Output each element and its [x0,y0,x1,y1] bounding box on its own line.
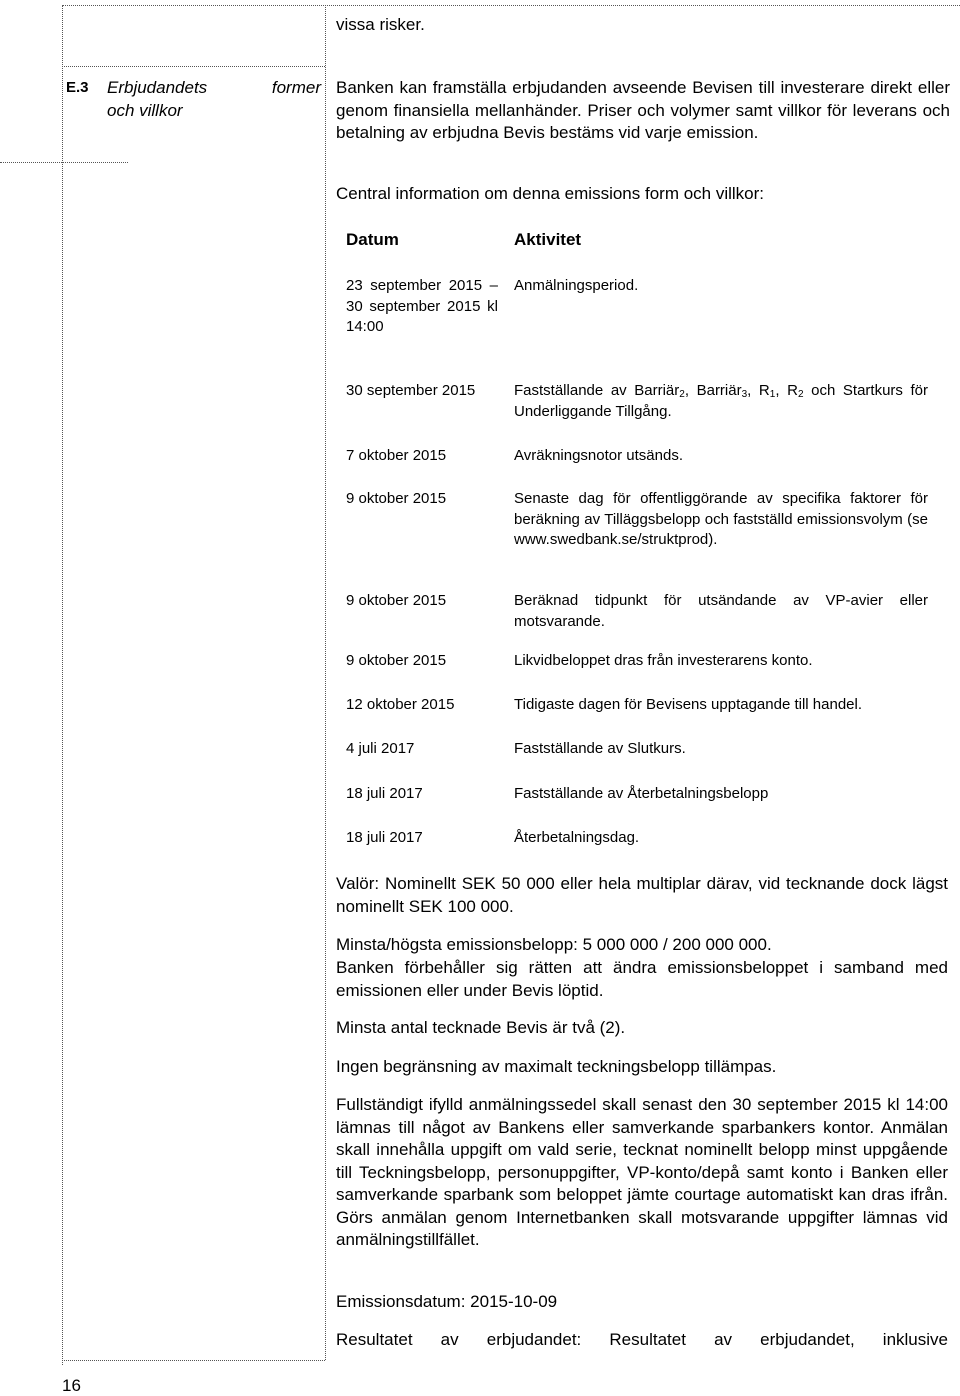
section-title-line2: och villkor [107,100,183,120]
section-title-word1: Erbjudandets [107,78,208,97]
schedule-date: 18 juli 2017 [346,829,423,846]
title-underline [0,162,128,163]
schedule-activity: Senaste dag för offentliggörande av specifika faktorer för beräkning av Tilläggsbelopp och fastställd emissionsvolym (se www.swedbank.se/struktprod). [514,490,928,548]
section-row-separator [62,66,325,67]
schedule-date: 9 oktober 2015 [346,490,447,507]
schedule-date: 12 oktober 2015 [346,696,455,713]
schedule-activity [514,381,928,422]
activity-text: och Startkurs för Underliggande Tillgång. [514,382,929,420]
schedule-activity: Beräknad tidpunkt för utsändande av VP-avier eller motsvarande. [514,592,928,630]
column-divider-left [62,5,63,1365]
page-number: 16 [62,1376,81,1395]
schedule-activity: Fastställande av Återbetalningsbelopp [514,785,769,802]
subscript: 3 [741,389,748,400]
activity-text: , R [747,382,770,399]
schedule-header-date: Datum [346,230,399,249]
reserve-paragraph: Banken förbehåller sig rätten att ändra emissionsbeloppet i samband med emissionen eller under Bevis löptid. [336,958,948,1000]
schedule-activity: Fastställande av Slutkurs. [514,740,686,757]
subscript: 2 [797,389,804,400]
schedule-date: 9 oktober 2015 [346,592,447,609]
subscript: 1 [769,389,776,400]
schedule-activity: Avräkningsnotor utsänds. [514,447,683,464]
schedule-activity: Anmälningsperiod. [514,277,639,294]
central-info-heading: Central information om denna emissions form och villkor: [336,184,765,203]
section-title-word2: former [271,78,321,97]
emission-date-paragraph: Emissionsdatum: 2015-10-09 [336,1292,558,1311]
schedule-date: 7 oktober 2015 [346,447,447,464]
schedule-date: 18 juli 2017 [346,785,423,802]
previous-section-fragment: vissa risker. [336,15,425,34]
valor-paragraph: Valör: Nominellt SEK 50 000 eller hela multiplar därav, vid tecknande dock lägst nominellt SEK 100 000. [336,874,948,916]
min-count-paragraph: Minsta antal tecknade Bevis är två (2). [336,1018,626,1037]
table-top-border [62,5,960,6]
section-title [107,77,321,122]
column-divider-right [325,5,326,1360]
activity-text: Fastställande av Barriär [514,382,680,399]
result-paragraph [336,1329,948,1352]
activity-text: , Barriär [684,382,742,399]
section-code: E.3 [66,79,89,96]
intro-text: Banken kan framställa erbjudanden avseende Bevisen till investerare direkt eller genom finansiella mellanhänder. Priser och volymer samt villkor för leverans och betalning av erbjudna Bevis bestäms vid varje emission. [336,78,950,142]
schedule-date: 4 juli 2017 [346,740,415,757]
subscript: 2 [679,389,685,400]
application-paragraph: Fullständigt ifylld anmälningssedel skall senast den 30 september 2015 kl 14:00 lämnas till något av Bankens eller samverkande sparbankers kontor. Anmälan skall innehålla uppgift om vald serie, tecknat nominellt belopp minst uppgående till Teckningsbelopp, personuppgifter, VP-konto/depå samt konto i Banken eller samverkande sparbank som beloppet jämte courtage automatiskt kan dras ifrån. Görs anmälan genom Internetbanken skall motsvarande uppgifter lämnas vid anmälningstillfället. [336,1095,948,1249]
table-bottom-border [62,1360,325,1361]
schedule-date: 23 september 2015 – 30 september 2015 kl 14:00 [346,277,498,335]
schedule-activity: Tidigaste dagen för Bevisens upptagande till handel. [514,696,863,713]
schedule-date: 9 oktober 2015 [346,652,447,669]
emission-amount-paragraph: Minsta/högsta emissionsbelopp: 5 000 000 / 200 000 000. [336,935,772,954]
activity-text: , R [775,382,798,399]
schedule-header-activity: Aktivitet [514,230,582,249]
schedule-date: 30 september 2015 [346,382,476,399]
no-limit-paragraph: Ingen begränsning av maximalt teckningsbelopp tillämpas. [336,1057,777,1076]
schedule-activity: Likvidbeloppet dras från investerarens konto. [514,652,813,669]
schedule-activity: Återbetalningsdag. [514,829,640,846]
result-line: Resultatet av erbjudandet: Resultatet av erbjudandet, inklusive [336,1330,948,1349]
